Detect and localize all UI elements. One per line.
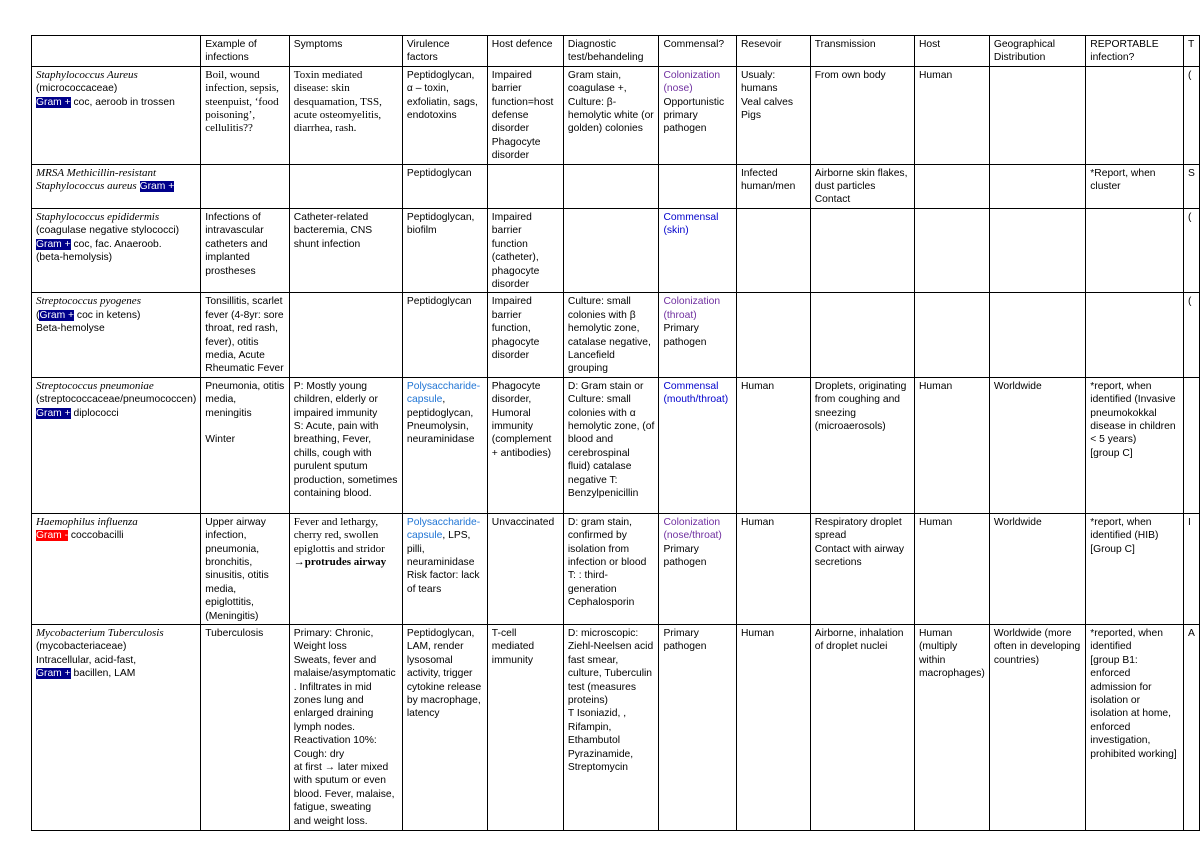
risk-factor: Risk factor: lack of tears	[406, 570, 480, 595]
organism-extra: Intracellular, acid-fast,	[36, 654, 137, 666]
transmission-cell: From own body	[810, 66, 914, 164]
capsule-label: Polysaccharide-capsule	[406, 516, 481, 542]
header-cell-organism	[32, 36, 201, 67]
diagnostic-cell: D: Gram stain or Culture: small colonies with α hemolytic zone, (of blood and cerebrospinal fluid) catalase negative T: Benzylpenicillin	[563, 377, 659, 513]
header-row	[32, 36, 1200, 67]
header-cell-host-defence: Host defence	[487, 36, 563, 67]
symptoms-line: Reactivation 10%:	[293, 735, 377, 747]
host-cell	[914, 164, 989, 208]
diagnostic-cell	[563, 164, 659, 208]
virulence-cell: Peptidoglycan	[402, 164, 487, 208]
symptoms-text: Fever and lethargy, cherry red, swollen epiglottis and stridor	[293, 515, 385, 555]
reservoir-cell: Infected human/men	[736, 164, 810, 208]
table-row	[32, 164, 1200, 208]
header-cell-diagnostic: Diagnostic test/behandeling	[563, 36, 659, 67]
cut-cell: (	[1184, 293, 1200, 377]
reservoir-line: humans	[740, 83, 778, 95]
treatment-line: Streptomycin	[567, 762, 628, 774]
arrow-icon: →	[324, 762, 335, 774]
reportable-line: *reported, when identified	[1090, 628, 1163, 653]
geo-cell: Worldwide	[989, 513, 1085, 624]
symptoms-cell: Catheter-related bacteremia, CNS shunt infection	[289, 208, 402, 292]
virulence-rest: , LPS, pilli, neuraminidase	[406, 530, 475, 568]
host-cell: Human	[914, 513, 989, 624]
symptoms-line: Cough: dry	[293, 748, 345, 760]
transmission-line: Contact with airway secretions	[814, 543, 905, 568]
reservoir-cell: Human	[736, 377, 810, 513]
geo-cell	[989, 66, 1085, 164]
symptoms-line: S: Acute, pain with breathing, Fever, chills, cough with purulent sputum production, sometimes containing blood.	[293, 420, 398, 499]
gram-description: coc, fac. Anaeroob.	[70, 238, 162, 250]
examples-cell: Boil, wound infection, sepsis, steenpuist, ‘food poisoning’, cellulitis??	[201, 66, 290, 164]
organism-name: Staphylococcus epididermis	[36, 210, 160, 223]
host-cell: Human	[914, 66, 989, 164]
table-row	[32, 377, 1200, 513]
header-cell-geo: Geographical Distribution	[989, 36, 1085, 67]
reservoir-line: Usualy:	[740, 69, 776, 81]
virulence-cell: Peptidoglycan	[402, 293, 487, 377]
organism-cell	[32, 208, 201, 292]
commensal-status: Colonization (nose/throat)	[663, 516, 722, 542]
organism-cell	[32, 377, 201, 513]
geo-cell	[989, 164, 1085, 208]
cut-cell: (	[1184, 66, 1200, 164]
gram-badge: Gram -	[36, 530, 69, 542]
host-defence-cell: Impaired barrier function, phagocyte disorder	[487, 293, 563, 377]
diagnostic-cell	[563, 208, 659, 292]
symptoms-line: P: Mostly young children, elderly or impaired immunity	[293, 380, 378, 419]
organism-name: Mycobacterium Tuberculosis	[36, 627, 164, 639]
gram-badge: Gram +	[139, 181, 175, 193]
commensal-status: Colonization (throat)	[663, 296, 721, 321]
symptoms-cell	[289, 377, 402, 513]
reportable-cell	[1086, 208, 1184, 292]
organism-extra: (beta-hemolysis)	[36, 252, 113, 264]
geo-cell	[989, 208, 1085, 292]
reservoir-cell	[736, 208, 810, 292]
cut-cell: S	[1184, 164, 1200, 208]
transmission-cell	[810, 293, 914, 377]
geo-cell	[989, 293, 1085, 377]
organism-cell	[32, 293, 201, 377]
reservoir-cell: Human	[736, 625, 810, 831]
reportable-line: *report, when identified (Invasive pneumokokkal disease in children < 5 years)	[1090, 380, 1176, 446]
reportable-cell	[1086, 625, 1184, 831]
reservoir-cell: Human	[736, 513, 810, 624]
gram-badge: Gram +	[39, 309, 75, 321]
organism-name: MRSA Methicillin-resistant Staphylococcus aureus	[36, 166, 157, 193]
table-row	[32, 208, 1200, 292]
reportable-cell: *Report, when cluster	[1086, 164, 1184, 208]
pathogen-type: Primary pathogen	[663, 323, 707, 348]
examples-cell	[201, 377, 290, 513]
symptoms-bold: protrudes airway	[304, 555, 387, 568]
reservoir-cell	[736, 293, 810, 377]
header-cell-host: Host	[914, 36, 989, 67]
symptoms-line: and weight loss.	[293, 815, 368, 827]
diagnostic-cell	[563, 625, 659, 831]
gram-description: coccobacilli	[68, 530, 124, 542]
virulence-cell	[402, 377, 487, 513]
host-cell	[914, 293, 989, 377]
reservoir-line: Veal calves	[740, 96, 794, 108]
pathogen-table	[31, 35, 1200, 831]
symptoms-text: later mixed with sputum or even blood. Fever, malaise, fatigue, sweating	[293, 762, 395, 814]
table-row	[32, 293, 1200, 377]
transmission-line: Respiratory droplet spread	[814, 516, 902, 542]
organism-cell	[32, 66, 201, 164]
table-row	[32, 66, 1200, 164]
organism-family: (micrococcaceae)	[36, 83, 118, 95]
commensal-cell: Commensal (mouth/throat)	[659, 377, 736, 513]
symptoms-line: Sweats, fever and malaise/asymptomatic . Infiltrates in mid zones lung and enlarged draining lymph nodes.	[293, 654, 396, 733]
reportable-line: *report, when identified (HIB)	[1090, 516, 1159, 542]
gram-description: coc in ketens)	[74, 309, 141, 321]
organism-family: (streptococcaceae/pneumococcen)	[36, 394, 197, 406]
symptoms-cell	[289, 164, 402, 208]
gram-badge: Gram +	[36, 407, 71, 419]
virulence-cell: Peptidoglycan, biofilm	[402, 208, 487, 292]
examples-line: Pneumonia, otitis media, meningitis	[205, 380, 285, 419]
geo-cell: Worldwide (more often in developing countries)	[989, 625, 1085, 831]
diagnostic-line: D: microscopic: Ziehl-Neelsen acid fast smear, culture, Tuberculin test (measures proteins)	[567, 628, 654, 707]
commensal-cell	[659, 513, 736, 624]
reservoir-line: Pigs	[740, 110, 761, 122]
transmission-cell: Droplets, originating from coughing and sneezing (microaerosols)	[810, 377, 914, 513]
header-cell-examples: Example of infections	[201, 36, 290, 67]
virulence-cell: Peptidoglycan, LAM, render lysosomal activity, trigger cytokine release by macrophage, latency	[402, 625, 487, 831]
header-cell-commensal: Commensal?	[659, 36, 736, 67]
transmission-cell	[810, 208, 914, 292]
transmission-cell: Airborne, inhalation of droplet nuclei	[810, 625, 914, 831]
host-defence-cell: Phagocyte disorder, Humoral immunity (complement + antibodies)	[487, 377, 563, 513]
organism-family: (coagulase negative stylococci)	[36, 225, 180, 237]
host-defence-cell: Impaired barrier function=host defense disorder Phagocyte disorder	[487, 66, 563, 164]
treatment-line: Ethambutol	[567, 735, 620, 747]
gram-badge: Gram +	[36, 238, 71, 250]
header-cell-reservoir: Resevoir	[736, 36, 810, 67]
transmission-cell	[810, 164, 914, 208]
gram-description: diplococci	[70, 407, 119, 419]
commensal-cell	[659, 164, 736, 208]
reservoir-cell	[736, 66, 810, 164]
gram-badge: Gram +	[36, 668, 71, 680]
virulence-cell: Peptidoglycan, α – toxin, exfoliatin, sags, endotoxins	[402, 66, 487, 164]
commensal-cell	[659, 66, 736, 164]
geo-cell: Worldwide	[989, 377, 1085, 513]
gram-description: bacillen, LAM	[70, 668, 136, 680]
host-cell	[914, 208, 989, 292]
organism-name: Staphylococcus Aureus	[36, 68, 138, 81]
diagnostic-cell: D: gram stain, confirmed by isolation from infection or blood T: : third-generation Cephalosporin	[563, 513, 659, 624]
symptoms-cell	[289, 513, 402, 624]
reportable-cell	[1086, 293, 1184, 377]
table-row	[32, 513, 1200, 624]
reportable-group: [group C]	[1090, 447, 1133, 459]
commensal-status: Colonization (nose)	[663, 69, 721, 95]
organism-name: Haemophilus influenza	[36, 515, 138, 528]
reportable-cell	[1086, 513, 1184, 624]
header-cell-reportable: REPORTABLE infection?	[1086, 36, 1184, 67]
organism-name: Streptococcus pyogenes	[36, 295, 141, 308]
virulence-rest: , peptidoglycan, Pneumolysin, neuraminidase	[406, 394, 475, 446]
examples-cell: Infections of intravascular catheters and implanted prostheses	[201, 208, 290, 292]
host-defence-cell: Impaired barrier function (catheter), phagocyte disorder	[487, 208, 563, 292]
symptoms-cell	[289, 293, 402, 377]
header-cell-cut: T	[1184, 36, 1200, 67]
commensal-cell	[659, 293, 736, 377]
gram-description: coc, aeroob in trossen	[70, 96, 175, 108]
host-cell: Human	[914, 377, 989, 513]
virulence-cell	[402, 513, 487, 624]
organism-family: (mycobacteriaceae)	[36, 641, 127, 653]
transmission-line: Airborne skin flakes, dust particles	[814, 167, 908, 193]
host-defence-cell	[487, 164, 563, 208]
examples-cell: Tonsillitis, scarlet fever (4-8yr: sore throat, red rash, fever), otitis media, Acute Rheumatic Fever	[201, 293, 290, 377]
reportable-group: [Group C]	[1090, 543, 1135, 555]
organism-extra: Beta-hemolyse	[36, 323, 105, 335]
reportable-group: [group B1: enforced admission for isolation or isolation at home, enforced investigation, prohibited working]	[1090, 654, 1177, 760]
commensal-cell: Primary pathogen	[659, 625, 736, 831]
organism-cell	[32, 164, 201, 208]
pathogen-type: Primary pathogen	[663, 543, 707, 568]
cut-cell: A	[1184, 625, 1200, 831]
diagnostic-cell: Gram stain, coagulase +, Culture: β-hemolytic white (or golden) colonies	[563, 66, 659, 164]
organism-name: Streptococcus pneumoniae	[36, 379, 154, 392]
treatment-line: Rifampin,	[567, 721, 612, 733]
host-defence-cell: T-cell mediated immunity	[487, 625, 563, 831]
symptoms-text: at first	[293, 762, 325, 774]
examples-cell: Upper airway infection, pneumonia, bronchitis, sinusitis, otitis media, epiglottitis, (Meningitis)	[201, 513, 290, 624]
cut-cell	[1184, 377, 1200, 513]
organism-cell	[32, 625, 201, 831]
header-cell-transmission: Transmission	[810, 36, 914, 67]
examples-cell: Tuberculosis	[201, 625, 290, 831]
cut-cell: (	[1184, 208, 1200, 292]
table-row	[32, 625, 1200, 831]
transmission-line: Contact	[814, 194, 851, 206]
symptoms-cell	[289, 625, 402, 831]
header-cell-symptoms: Symptoms	[289, 36, 402, 67]
reportable-cell	[1086, 377, 1184, 513]
diagnostic-cell: Culture: small colonies with β hemolytic zone, catalase negative, Lancefield grouping	[563, 293, 659, 377]
transmission-cell	[810, 513, 914, 624]
host-cell: Human (multiply within macrophages)	[914, 625, 989, 831]
season-label: Winter	[205, 433, 236, 445]
organism-cell	[32, 513, 201, 624]
paren-open: (	[36, 309, 40, 321]
gram-badge: Gram +	[36, 96, 71, 108]
reportable-cell	[1086, 66, 1184, 164]
cut-cell: I	[1184, 513, 1200, 624]
pathogen-type: Opportunistic primary pathogen	[663, 96, 725, 135]
host-defence-cell: Unvaccinated	[487, 513, 563, 624]
header-cell-virulence: Virulence factors	[402, 36, 487, 67]
symptoms-line: Primary: Chronic, Weight loss	[293, 628, 374, 653]
examples-cell	[201, 164, 290, 208]
symptoms-cell: Toxin mediated disease: skin desquamation, TSS, acute osteomyelitis, diarrhea, rash.	[289, 66, 402, 164]
treatment-line: T Isoniazid, ,	[567, 708, 627, 720]
treatment-line: Pyrazinamide,	[567, 748, 634, 760]
capsule-label: Polysaccharide-capsule	[406, 380, 481, 406]
commensal-cell: Commensal (skin)	[659, 208, 736, 292]
arrow-icon: →	[293, 555, 305, 568]
